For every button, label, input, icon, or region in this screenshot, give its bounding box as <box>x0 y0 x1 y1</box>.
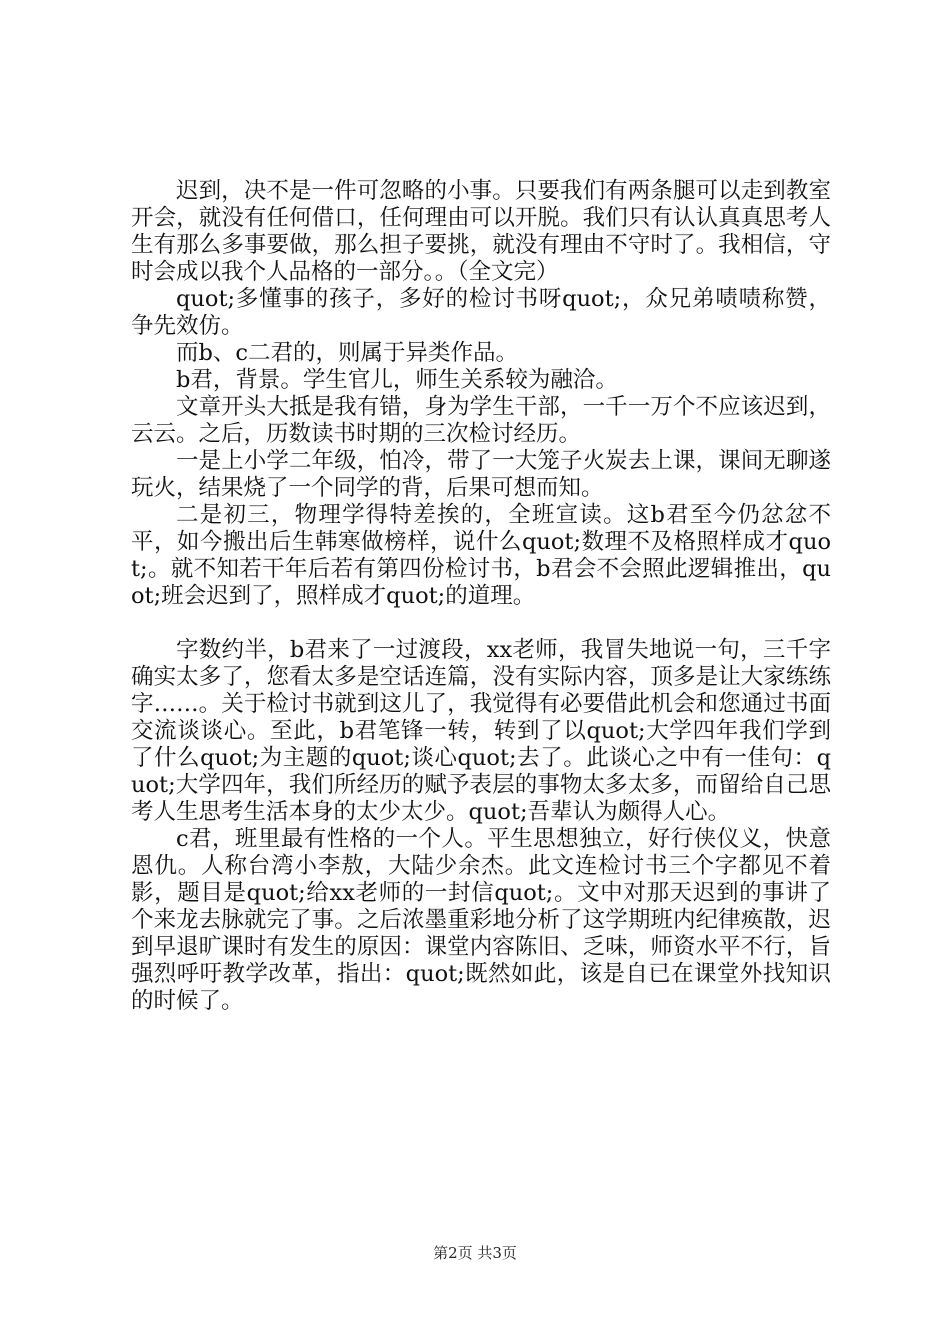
paragraph-1: 迟到，决不是一件可忽略的小事。只要我们有两条腿可以走到教室开会，就没有任何借口，任何理由可以开脱。我们只有认认真真思考人生有那么多事要做，那么担子要挑，就没有理由不守时了。我相信，守时会成以我个人品格的一部分。。（全文完） <box>131 178 831 285</box>
page-number-footer: 第2页 共3页 <box>433 1244 517 1262</box>
paragraph-9: c君，班里最有性格的一个人。平生思想独立，好行侠仪义，快意恩仇。人称台湾小李敖，大陆少余杰。此文连检讨书三个字都见不着影，题目是quot;给xx老师的一封信quot;。文中对那天迟到的事讲了个来龙去脉就完了事。之后浓墨重彩地分析了这学期班内纪律痪散，迟到早退旷课时有发生的原因：课堂内容陈旧、乏味，师资水平不行，旨强烈呼吁教学改革，指出：quot;既然如此，该是自已在课堂外找知识的时候了。 <box>131 826 831 1014</box>
paragraph-2: quot;多懂事的孩子，多好的检讨书呀quot;，众兄弟啧啧称赞，争先效仿。 <box>131 286 831 339</box>
paragraph-6: 一是上小学二年级，怕冷，带了一大笼子火炭去上课，课间无聊遂玩火，结果烧了一个同学的背，后果可想而知。 <box>131 448 831 501</box>
paragraph-8: 字数约半，b君来了一过渡段，xx老师，我冒失地说一句，三千字确实太多了，您看太多是空话连篇，没有实际内容，顶多是让大家练练字……。关于检讨书就到这儿了，我觉得有必要借此机会和您通过书面交流谈谈心。至此，b君笔锋一转，转到了以quot;大学四年我们学到了什么quot;为主题的quot;谈心quot;去了。此谈心之中有一佳句：quot;大学四年，我们所经历的赋予表层的事物太多太多，而留给自己思考人生思考生活本身的太少太少。quot;吾辈认为颇得人心。 <box>131 637 831 825</box>
paragraph-5: 文章开头大抵是我有错，身为学生干部，一千一万个不应该迟到，云云。之后，历数读书时期的三次检讨经历。 <box>131 394 831 447</box>
document-body <box>131 178 831 1015</box>
paragraph-4: b君，背景。学生官儿，师生关系较为融洽。 <box>176 367 618 393</box>
paragraph-3: 而b、c二君的，则属于异类作品。 <box>176 340 519 366</box>
paragraph-7: 二是初三，物理学得特差挨的，全班宣读。这b君至今仍忿忿不平，如今搬出后生韩寒做榜样，说什么quot;数理不及格照样成才quot;。就不知若干年后若有第四份检讨书，b君会不会照此逻辑推出，quot;班会迟到了，照样成才quot;的道理。 <box>131 502 831 609</box>
